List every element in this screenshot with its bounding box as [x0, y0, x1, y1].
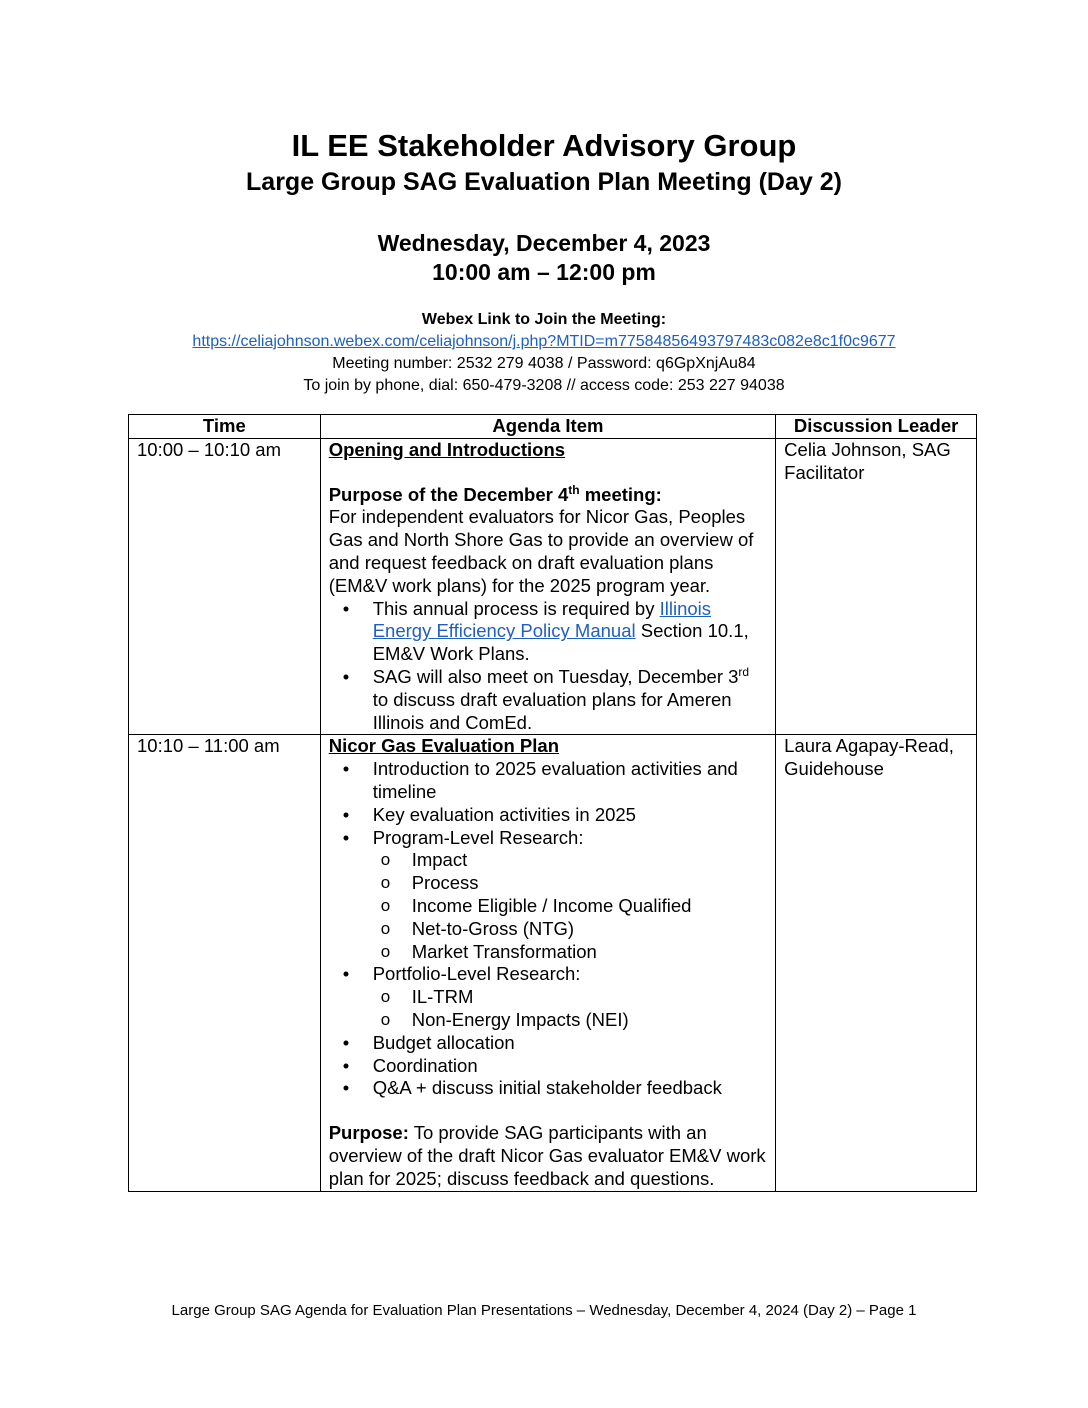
- policy-manual-link[interactable]: Illinois Energy Efficiency Policy Manual: [372, 597, 712, 642]
- list-item: o Impact: [412, 849, 769, 872]
- row1-purpose-text: For independent evaluators for Nicor Gas, Peoples Gas and North Shore Gas to provide an overview of and request feedback on draft evaluation plans (EM&V work plans) for the 2025 program year.: [328, 506, 754, 596]
- phone-info: To join by phone, dial: 650-479-3208 // access code: 253 227 94038: [303, 377, 785, 394]
- row2-leader: Laura Agapay-Read, Guidehouse: [776, 735, 977, 1191]
- list-item: o Non-Energy Impacts (NEI): [412, 1009, 769, 1032]
- row1-title: Opening and Introductions: [328, 438, 566, 460]
- list-item: • Introduction to 2025 evaluation activities and timeline: [373, 758, 769, 804]
- list-item: • Program-Level Research: o Impact o Process o Income Eligible / Income Qualified o Net-to-Gross (NTG) o Market Transformation: [373, 827, 769, 964]
- row2-purpose: Purpose: To provide SAG participants with an overview of the draft Nicor Gas evaluator EM&V work plan for 2025; discuss feedback and questions.: [328, 1122, 766, 1189]
- row1-time: 10:00 – 10:10 am: [129, 438, 321, 735]
- page-footer: Large Group SAG Agenda for Evaluation Plan Presentations – Wednesday, December 4, 2024 (Day 2) – Page 1: [171, 1302, 917, 1319]
- list-item: • Portfolio-Level Research: o IL-TRM o Non-Energy Impacts (NEI): [373, 963, 769, 1031]
- meeting-number-info: Meeting number: 2532 279 4038 / Password: q6GpXnjAu84: [332, 355, 756, 372]
- document-subtitle: Large Group SAG Evaluation Plan Meeting (Day 2): [246, 168, 842, 196]
- row2-agenda: [320, 735, 775, 1191]
- list-item: o IL-TRM: [412, 986, 769, 1009]
- list-item: • Q&A + discuss initial stakeholder feedback: [373, 1077, 769, 1100]
- portfolio-level-sublist: [373, 986, 769, 1032]
- list-item: • This annual process is required by Illinois Energy Efficiency Policy Manual Section 10.1, EM&V Work Plans.: [373, 598, 769, 666]
- row1-purpose-label: Purpose of the December 4th meeting:: [328, 482, 662, 505]
- list-item: o Income Eligible / Income Qualified: [412, 895, 769, 918]
- row2-time: 10:10 – 11:00 am: [129, 735, 321, 1191]
- table-row: [129, 438, 977, 735]
- agenda-table: [128, 414, 977, 1192]
- header-time: Time: [129, 415, 321, 439]
- webex-info: [0, 309, 1088, 397]
- program-level-sublist: [373, 849, 769, 963]
- meeting-time: 10:00 am – 12:00 pm: [432, 259, 656, 285]
- list-item: o Process: [412, 872, 769, 895]
- list-item: o Net-to-Gross (NTG): [412, 918, 769, 941]
- list-item: • SAG will also meet on Tuesday, December 3rd to discuss draft evaluation plans for Ameren Illinois and ComEd.: [373, 666, 769, 734]
- webex-link[interactable]: https://celiajohnson.webex.com/celiajohnson/j.php?MTID=m7758485649379748​3c082e8c1f0c9677: [192, 333, 896, 350]
- table-header-row: [129, 415, 977, 439]
- list-item: • Key evaluation activities in 2025: [373, 804, 769, 827]
- list-item: o Market Transformation: [412, 941, 769, 964]
- row1-agenda: [320, 438, 775, 735]
- list-item: • Budget allocation: [373, 1032, 769, 1055]
- webex-label: Webex Link to Join the Meeting:: [421, 311, 667, 328]
- row1-bullet-list: [329, 598, 769, 735]
- meeting-date: Wednesday, December 4, 2023: [377, 230, 711, 256]
- document-title: IL EE Stakeholder Advisory Group: [291, 128, 797, 163]
- header-agenda-item: Agenda Item: [320, 415, 775, 439]
- row1-leader: Celia Johnson, SAG Facilitator: [776, 438, 977, 735]
- row2-bullet-list: [329, 758, 769, 1100]
- list-item: • Coordination: [373, 1055, 769, 1078]
- table-row: [129, 735, 977, 1191]
- header-discussion-leader: Discussion Leader: [776, 415, 977, 439]
- row2-title: Nicor Gas Evaluation Plan: [328, 735, 559, 757]
